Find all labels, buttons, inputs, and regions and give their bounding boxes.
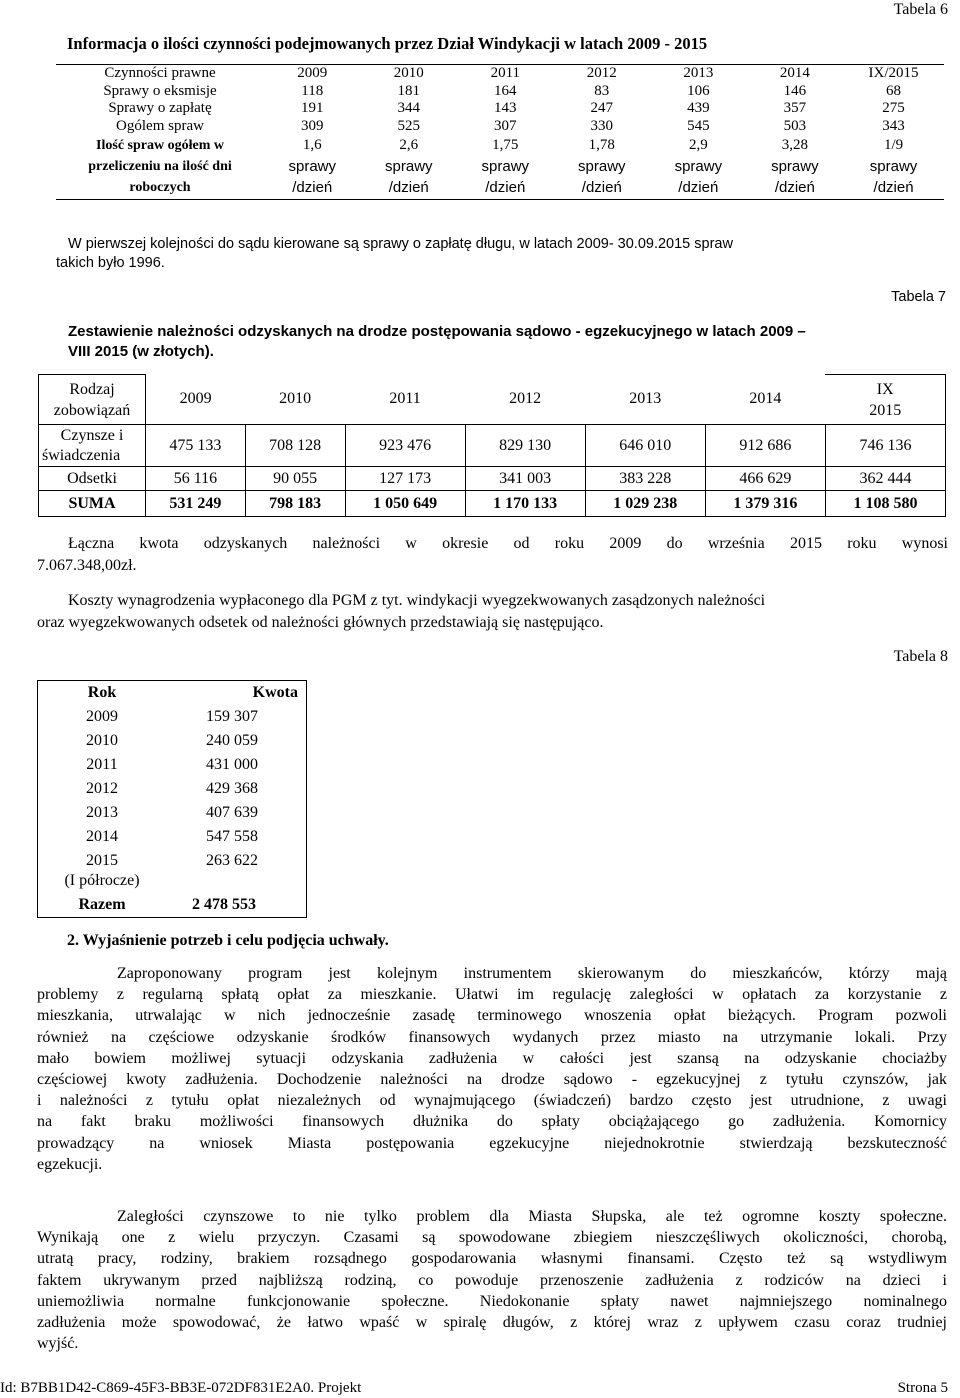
table-cell: 383 228 bbox=[585, 467, 705, 491]
header-cell: 2011 bbox=[457, 65, 554, 83]
table-row bbox=[56, 83, 944, 101]
table-cell: 275 bbox=[882, 100, 905, 116]
cell-unit: sprawy bbox=[288, 158, 337, 175]
table-cell bbox=[650, 135, 747, 199]
header-cell: 2011 bbox=[389, 390, 421, 408]
year-sub-line: (I półrocze) bbox=[64, 872, 140, 889]
section-title-1: Informacja o ilości czynności podejmowanych przez Dział Windykacji w latach 2009 - 2015 bbox=[67, 34, 708, 53]
row-label-line: roboczych bbox=[129, 180, 191, 195]
table-header-row bbox=[39, 375, 946, 425]
table-cell: 90 055 bbox=[245, 467, 345, 491]
table-6 bbox=[56, 64, 944, 200]
header-cell: Kwota bbox=[252, 684, 298, 701]
table-8-label: Tabela 8 bbox=[893, 648, 948, 665]
page-number: Strona 5 bbox=[897, 1380, 948, 1396]
table-row bbox=[38, 777, 307, 801]
document-id: Id: B7BB1D42-C869-45F3-BB3E-072DF831E2A0. Projekt bbox=[0, 1380, 362, 1396]
year-cell bbox=[38, 849, 167, 893]
paragraph-line: zadłużenia może spowodować, że łatwo wpaść w spiralę długów, z której wraz z upływem czasu coraz trudniej bbox=[37, 1314, 947, 1332]
section-title-2-cont: VIII 2015 (w złotych). bbox=[68, 343, 214, 360]
table-cell: 127 173 bbox=[345, 467, 465, 491]
table-cell: 708 128 bbox=[245, 425, 345, 467]
header-cell: 2013 bbox=[650, 65, 747, 83]
summary-line: 7.067.348,00zł. bbox=[37, 557, 137, 574]
table-total-row bbox=[38, 893, 307, 918]
table-cell: 357 bbox=[783, 100, 807, 116]
header-cell: Rok bbox=[87, 684, 117, 701]
header-line: 2015 bbox=[869, 401, 902, 419]
cell-value: 3,28 bbox=[781, 137, 808, 153]
table-7-label: Tabela 7 bbox=[891, 289, 946, 305]
table-cell: 531 249 bbox=[146, 491, 246, 517]
table-cell: 307 bbox=[494, 117, 517, 134]
table-cell: 83 bbox=[594, 82, 610, 99]
cell-unit: /dzień bbox=[678, 179, 719, 196]
amount-cell: 429 368 bbox=[206, 780, 258, 797]
table-cell: 503 bbox=[783, 117, 807, 134]
table-7 bbox=[38, 374, 946, 517]
cell-value: 1/9 bbox=[883, 137, 904, 153]
table-cell: 106 bbox=[687, 82, 710, 99]
cell-unit: /dzień bbox=[388, 179, 429, 196]
paragraph-2 bbox=[37, 1206, 947, 1354]
total-label: Razem bbox=[78, 896, 126, 913]
row-label: Sprawy o eksmisje bbox=[103, 82, 217, 99]
table-row bbox=[56, 100, 944, 118]
paragraph-line: uniemożliwia normalne funkcjonowanie społeczne. Niedokonanie spłaty nawet najmniejszego nominalnego bbox=[37, 1292, 947, 1310]
header-cell: 2010 bbox=[361, 65, 458, 83]
table-cell bbox=[554, 135, 651, 199]
header-line: Rodzaj bbox=[69, 380, 115, 398]
table-cell: 1 379 316 bbox=[705, 491, 825, 517]
header-cell: 2013 bbox=[629, 390, 662, 408]
note-line: W pierwszej kolejności do sądu kierowane są sprawy o zapłatę długu, w latach 2009- 30.09.2015 spraw bbox=[68, 236, 733, 252]
table-cell: 164 bbox=[494, 82, 517, 99]
paragraph-line: problemy z regularną spłatą opłat za mieszkanie. Ułatwi im regulację zaległości w opłatach za korzystanie z bbox=[37, 986, 947, 1004]
row-label-line: Ilość spraw ogółem w bbox=[96, 138, 224, 153]
table-cell: 341 003 bbox=[465, 467, 585, 491]
table-8 bbox=[37, 680, 307, 918]
paragraph-line: prowadzący na wniosek Miasta postępowania egzekucyjne niejednokrotnie stwierdzają bezskuteczność bbox=[37, 1134, 947, 1152]
cell-value: 2,6 bbox=[399, 137, 419, 153]
table-cell: 343 bbox=[882, 117, 905, 134]
table-cell: 330 bbox=[590, 117, 614, 134]
table-cell: 746 136 bbox=[825, 425, 945, 467]
header-cell: 2009 bbox=[264, 65, 361, 83]
paragraph-line: Zaproponowany program jest kolejnym instrumentem skierowanym do mieszkańców, którzy mają bbox=[117, 965, 947, 982]
cell-value: 2,9 bbox=[688, 137, 708, 153]
table-cell: 362 444 bbox=[825, 467, 945, 491]
table-row bbox=[56, 118, 944, 136]
table-cell: 309 bbox=[301, 117, 324, 134]
row-label: Sprawy o zapłatę bbox=[108, 100, 212, 116]
paragraph-line: i należności z tytułu opłat niezależnych od wynajmującego (świadczeń) bardzo często jest utrudnione, z uwagi bbox=[37, 1092, 947, 1110]
cell-unit: sprawy bbox=[771, 158, 819, 175]
header-cell bbox=[825, 375, 945, 425]
row-label: Odsetki bbox=[39, 467, 146, 491]
table-cell: 646 010 bbox=[585, 425, 705, 467]
table-cell: 545 bbox=[687, 117, 710, 134]
table-cell: 247 bbox=[590, 100, 614, 116]
table-cell: 146 bbox=[783, 82, 807, 99]
header-cell: 2009 bbox=[179, 390, 212, 408]
paragraph-line: również na częściowe odzyskanie środków finansowych wydanych przez miasto na utrzymanie lokali. Przy bbox=[37, 1028, 947, 1046]
table-cell: 143 bbox=[494, 100, 517, 116]
table-cell: 475 133 bbox=[146, 425, 246, 467]
amount-cell: 407 639 bbox=[206, 804, 258, 821]
paragraph-line: wyjść. bbox=[37, 1335, 79, 1353]
amount-cell: 240 059 bbox=[206, 732, 258, 749]
table-cell: 118 bbox=[301, 82, 324, 99]
table-row bbox=[38, 729, 307, 753]
table-row bbox=[56, 135, 944, 199]
header-cell: Czynności prawne bbox=[56, 65, 264, 83]
year-line: 2015 bbox=[86, 852, 118, 869]
table-row bbox=[38, 705, 307, 729]
table-6-label: Tabela 6 bbox=[893, 1, 948, 18]
table-row bbox=[38, 801, 307, 825]
year-cell: 2011 bbox=[86, 756, 118, 773]
table-cell: 1 170 133 bbox=[465, 491, 585, 517]
paragraph-line: utratą pracy, rodziny, brakiem rozsądnego gospodarowania własnymi finansami. Często też są wstydliwym bbox=[37, 1250, 947, 1268]
cell-value: 1,6 bbox=[302, 137, 322, 153]
cell-unit: /dzień bbox=[774, 179, 815, 196]
year-cell: 2010 bbox=[86, 732, 118, 749]
row-label: SUMA bbox=[39, 491, 146, 517]
cell-unit: /dzień bbox=[873, 179, 914, 196]
table-cell: 191 bbox=[301, 100, 324, 116]
cost-line: Koszty wynagrodzenia wypłaconego dla PGM z tyt. windykacji wyegzekwowanych zasądzonych należności bbox=[68, 592, 766, 609]
paragraph-line: Wynikają one z wielu przyczyn. Czasami są spowodowane zbiegiem nieszczęśliwych okoliczności, chorobą, bbox=[37, 1229, 947, 1247]
paragraph-line: Zaległości czynszowe to nie tylko problem dla Miasta Słupska, ale też ogromne koszty społeczne. bbox=[117, 1208, 947, 1225]
header-cell: IX/2015 bbox=[843, 65, 944, 83]
paragraph-line: częściowej kwoty zadłużenia. Dochodzenie należności na drodze sądowo - egzekucyjnej z tytułu czynszów, jak bbox=[37, 1071, 947, 1089]
year-cell: 2012 bbox=[86, 780, 118, 797]
cell-value: 1,75 bbox=[492, 137, 519, 153]
table-sum-row bbox=[39, 491, 946, 517]
table-cell: 1 029 238 bbox=[585, 491, 705, 517]
row-label-line: przeliczeniu na ilość dni bbox=[88, 159, 232, 174]
header-cell bbox=[39, 375, 146, 425]
table-cell bbox=[843, 135, 944, 199]
header-cell: 2014 bbox=[749, 390, 782, 408]
year-cell: 2014 bbox=[86, 828, 118, 845]
table-cell: 798 183 bbox=[245, 491, 345, 517]
total-value: 2 478 553 bbox=[192, 896, 256, 913]
cell-value: 1,78 bbox=[588, 137, 615, 153]
table-cell bbox=[747, 135, 844, 199]
table-cell: 923 476 bbox=[345, 425, 465, 467]
header-cell: 2010 bbox=[279, 390, 312, 408]
paragraph-1 bbox=[37, 963, 947, 1175]
row-label: Ogólem spraw bbox=[116, 117, 204, 134]
cell-unit: sprawy bbox=[674, 158, 723, 175]
header-cell: 2012 bbox=[554, 65, 651, 83]
cell-unit: /dzień bbox=[581, 179, 622, 196]
cell-unit: sprawy bbox=[578, 158, 626, 175]
table-cell: 912 686 bbox=[705, 425, 825, 467]
cell-unit: sprawy bbox=[869, 158, 918, 175]
table-cell: 344 bbox=[397, 100, 421, 116]
amount-cell: 159 307 bbox=[206, 708, 258, 725]
table-row bbox=[39, 467, 946, 491]
section-title-3: 2. Wyjaśnienie potrzeb i celu podjęcia uchwały. bbox=[67, 932, 389, 949]
year-cell: 2009 bbox=[86, 708, 118, 725]
table-header-row bbox=[38, 681, 307, 706]
amount-cell: 431 000 bbox=[206, 756, 258, 773]
paragraph-line: egzekucji. bbox=[37, 1155, 103, 1173]
table-cell bbox=[361, 135, 458, 199]
table-cell: 466 629 bbox=[705, 467, 825, 491]
cell-unit: sprawy bbox=[481, 158, 530, 175]
cell-unit: sprawy bbox=[385, 158, 433, 175]
table-cell bbox=[264, 135, 361, 199]
row-label-line: świadczenia bbox=[42, 446, 121, 464]
table-cell: 68 bbox=[886, 82, 902, 99]
row-label-line: Czynsze i bbox=[60, 426, 124, 444]
row-label bbox=[39, 425, 146, 467]
cost-line: oraz wyegzekwowanych odsetek od należności głównych przedstawiają się następująco. bbox=[37, 614, 604, 631]
cell-unit: /dzień bbox=[485, 179, 526, 196]
summary-line: Łączna kwota odzyskanych należności w okresie od roku 2009 do września 2015 roku wynosi bbox=[68, 535, 948, 552]
table-cell bbox=[457, 135, 554, 199]
year-cell: 2013 bbox=[86, 804, 118, 821]
row-label bbox=[56, 135, 264, 199]
table-cell: 829 130 bbox=[465, 425, 585, 467]
header-cell: 2012 bbox=[509, 390, 542, 408]
amount-cell: 547 558 bbox=[206, 828, 258, 845]
table-row bbox=[38, 849, 307, 893]
table-row bbox=[38, 753, 307, 777]
paragraph-line: mało bowiem możliwej sytuacji odzyskania zadłużenia w całości jest szansą na odzyskanie chociażby bbox=[37, 1049, 947, 1067]
note-line: takich było 1996. bbox=[56, 255, 165, 271]
paragraph-line: na fakt braku możliwości finansowych dłużnika do spłaty obciążającego go zadłużenia. Komornicy bbox=[37, 1113, 947, 1131]
table-header-row bbox=[56, 65, 944, 83]
header-line: zobowiązań bbox=[53, 401, 131, 419]
table-row bbox=[39, 425, 946, 467]
table-row bbox=[38, 825, 307, 849]
table-cell: 439 bbox=[687, 100, 710, 116]
section-title-2: Zestawienie należności odzyskanych na drodze postępowania sądowo - egzekucyjnego w latach 2009 – bbox=[68, 323, 806, 340]
paragraph-line: faktem ukrywanym przed najbliższą rodziną, co powoduje przenoszenie zadłużenia z rodziców na dzieci i bbox=[37, 1271, 947, 1289]
amount-cell: 263 622 bbox=[206, 852, 258, 869]
table-cell: 525 bbox=[397, 117, 421, 134]
header-line: IX bbox=[876, 380, 894, 398]
table-cell: 56 116 bbox=[146, 467, 246, 491]
table-cell: 1 050 649 bbox=[345, 491, 465, 517]
table-cell: 1 108 580 bbox=[825, 491, 945, 517]
header-cell: 2014 bbox=[747, 65, 844, 83]
cell-unit: /dzień bbox=[292, 179, 333, 196]
table-cell: 181 bbox=[397, 82, 421, 99]
paragraph-line: mieszkania, utrwalając w nich jednocześnie zasadę terminowego wnoszenia opłat bieżących. Program pozwoli bbox=[37, 1007, 947, 1025]
